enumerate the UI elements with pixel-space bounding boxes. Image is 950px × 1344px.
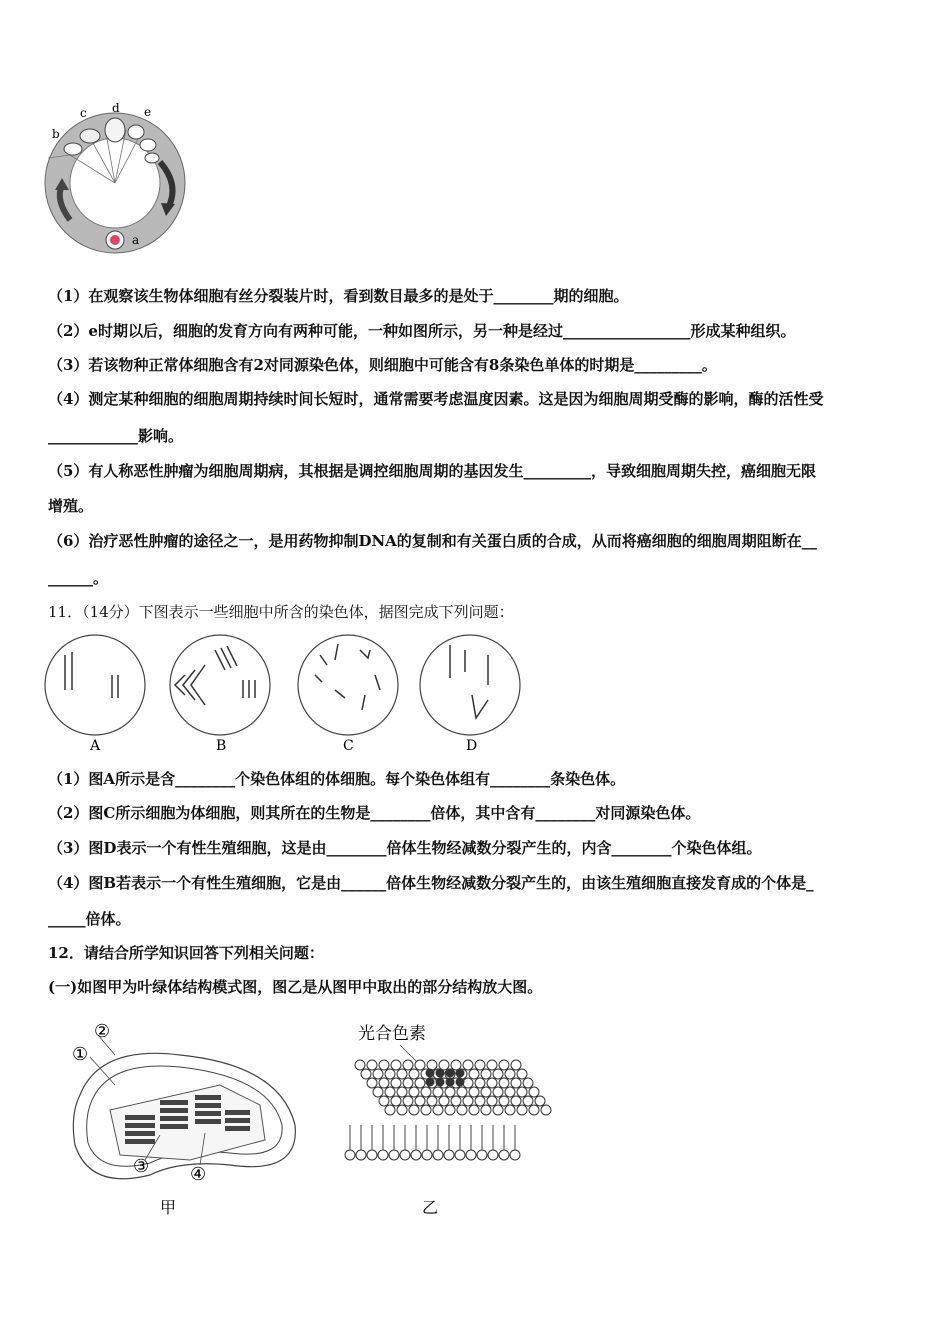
membrane-bead bbox=[463, 1060, 473, 1070]
membrane-bead bbox=[475, 1060, 485, 1070]
membrane-bead bbox=[499, 1096, 509, 1106]
membrane-bead bbox=[499, 1078, 509, 1088]
membrane-bead bbox=[379, 1078, 389, 1088]
pigment-dot bbox=[426, 1078, 435, 1087]
membrane-bead bbox=[367, 1060, 377, 1070]
membrane-bead bbox=[411, 1150, 421, 1160]
membrane-figure bbox=[340, 1015, 560, 1225]
membrane-bead bbox=[451, 1096, 461, 1106]
membrane-bead bbox=[469, 1105, 479, 1115]
membrane-bead bbox=[505, 1069, 515, 1079]
marker-4: ④ bbox=[190, 1164, 207, 1185]
pigment-dot bbox=[436, 1069, 445, 1078]
membrane-bead bbox=[463, 1078, 473, 1088]
membrane-bead bbox=[475, 1096, 485, 1106]
q11-3: （3）图D表示一个有性生殖细胞，这是由________倍体生物经减数分裂产生的，内含________个染色体组。 bbox=[48, 839, 762, 857]
membrane-bead bbox=[481, 1105, 491, 1115]
membrane-bead bbox=[367, 1150, 377, 1160]
membrane-bead bbox=[477, 1150, 487, 1160]
membrane-bead bbox=[469, 1069, 479, 1079]
membrane-bead bbox=[517, 1105, 527, 1115]
membrane-bead bbox=[511, 1096, 521, 1106]
membrane-bead bbox=[433, 1150, 443, 1160]
membrane-bead bbox=[481, 1087, 491, 1097]
membrane-bead bbox=[421, 1105, 431, 1115]
chromosome-label-c: C bbox=[343, 738, 354, 754]
membrane-bead bbox=[529, 1087, 539, 1097]
pigment-label: 光合色素 bbox=[358, 1024, 426, 1044]
membrane-bead bbox=[445, 1105, 455, 1115]
membrane-bead bbox=[373, 1087, 383, 1097]
membrane-bead bbox=[389, 1150, 399, 1160]
membrane-bead bbox=[409, 1105, 419, 1115]
q12-header: 12．请结合所学知识回答下列相关问题： bbox=[48, 944, 324, 962]
q11-4-line2: _____倍体。 bbox=[48, 910, 131, 928]
membrane-bead bbox=[397, 1069, 407, 1079]
marker-3: ③ bbox=[133, 1156, 150, 1177]
membrane-bead bbox=[391, 1096, 401, 1106]
membrane-bead bbox=[415, 1078, 425, 1088]
q10-1: （1）在观察该生物体细胞有丝分裂装片时，看到数目最多的是处于________期的细胞。 bbox=[48, 287, 629, 305]
q10-6-line2: ______。 bbox=[48, 569, 109, 587]
membrane-bead bbox=[397, 1087, 407, 1097]
membrane-bead bbox=[379, 1060, 389, 1070]
membrane-bead bbox=[487, 1096, 497, 1106]
pigment-dot bbox=[426, 1069, 435, 1078]
membrane-bead bbox=[481, 1069, 491, 1079]
membrane-bead bbox=[385, 1105, 395, 1115]
pigment-dot bbox=[456, 1069, 465, 1078]
membrane-bead bbox=[385, 1087, 395, 1097]
q12-sub: (一)如图甲为叶绿体结构模式图，图乙是从图甲中取出的部分结构放大图。 bbox=[48, 978, 543, 996]
marker-2: ② bbox=[94, 1021, 111, 1042]
q11-4-line1: （4）图B若表示一个有性生殖细胞，它是由______倍体生物经减数分裂产生的，由该生殖细胞直接发育成的个体是_ bbox=[48, 874, 814, 892]
membrane-bead bbox=[444, 1150, 454, 1160]
membrane-bead bbox=[529, 1105, 539, 1115]
membrane-bead bbox=[466, 1150, 476, 1160]
q11-1: （1）图A所示是含________个染色体组的体细胞。每个染色体组有________条染色体。 bbox=[48, 770, 626, 788]
membrane-bead bbox=[488, 1150, 498, 1160]
membrane-bead bbox=[457, 1105, 467, 1115]
membrane-bead bbox=[455, 1150, 465, 1160]
cycle-label-a: a bbox=[132, 233, 140, 247]
membrane-bead bbox=[422, 1150, 432, 1160]
membrane-bead bbox=[403, 1078, 413, 1088]
pigment-dot bbox=[446, 1078, 455, 1087]
membrane-bead bbox=[493, 1105, 503, 1115]
membrane-bead bbox=[427, 1060, 437, 1070]
label-yi: 乙 bbox=[422, 1198, 439, 1217]
membrane-bead bbox=[457, 1087, 467, 1097]
membrane-bead bbox=[499, 1150, 509, 1160]
membrane-bead bbox=[463, 1096, 473, 1106]
membrane-bead bbox=[385, 1069, 395, 1079]
q10-4-line2: ____________影响。 bbox=[48, 427, 184, 445]
membrane-bead bbox=[439, 1060, 449, 1070]
membrane-bead bbox=[415, 1096, 425, 1106]
membrane-bead bbox=[415, 1060, 425, 1070]
pigment-dot bbox=[456, 1078, 465, 1087]
cycle-label-d: d bbox=[112, 101, 120, 115]
membrane-bead bbox=[493, 1087, 503, 1097]
pigment-dot bbox=[446, 1069, 455, 1078]
q10-3: （3）若该物种正常体细胞含有2对同源染色体，则细胞中可能含有8条染色单体的时期是_________。 bbox=[48, 356, 717, 374]
membrane-bead bbox=[445, 1087, 455, 1097]
membrane-bead bbox=[523, 1078, 533, 1088]
membrane-bead bbox=[505, 1087, 515, 1097]
membrane-bead bbox=[355, 1060, 365, 1070]
membrane-bead bbox=[499, 1060, 509, 1070]
membrane-bead bbox=[409, 1069, 419, 1079]
membrane-bead bbox=[517, 1087, 527, 1097]
membrane-bead bbox=[391, 1060, 401, 1070]
membrane-bead bbox=[400, 1150, 410, 1160]
q11-header: 11．（14分）下图表示一些细胞中所含的染色体，据图完成下列问题： bbox=[48, 603, 514, 621]
membrane-bead bbox=[397, 1105, 407, 1115]
membrane-bead bbox=[541, 1105, 551, 1115]
membrane-bead bbox=[535, 1096, 545, 1106]
membrane-bead bbox=[345, 1150, 355, 1160]
membrane-bead bbox=[517, 1069, 527, 1079]
membrane-bead bbox=[487, 1078, 497, 1088]
membrane-bead bbox=[421, 1087, 431, 1097]
q11-2: （2）图C所示细胞为体细胞，则其所在的生物是________倍体，其中含有________对同源染色体。 bbox=[48, 804, 701, 822]
chromosome-figure bbox=[40, 630, 530, 755]
membrane-bead bbox=[439, 1096, 449, 1106]
membrane-bead bbox=[433, 1105, 443, 1115]
membrane-bead bbox=[511, 1060, 521, 1070]
label-jia: 甲 bbox=[160, 1198, 177, 1217]
membrane-bead bbox=[505, 1105, 515, 1115]
membrane-bead bbox=[378, 1150, 388, 1160]
membrane-bead bbox=[523, 1096, 533, 1106]
chromosome-label-b: B bbox=[216, 738, 227, 754]
chromosome-label-d: D bbox=[466, 738, 478, 754]
chloroplast-figure bbox=[60, 1015, 320, 1225]
membrane-bead bbox=[409, 1087, 419, 1097]
membrane-bead bbox=[511, 1078, 521, 1088]
membrane-bead bbox=[451, 1060, 461, 1070]
membrane-bead bbox=[373, 1069, 383, 1079]
q10-5-line1: （5）有人称恶性肿瘤为细胞周期病，其根据是调控细胞周期的基因发生_________，导致细胞周期失控，癌细胞无限 bbox=[48, 462, 816, 480]
pigment-dot bbox=[436, 1078, 445, 1087]
membrane-bead bbox=[433, 1087, 443, 1097]
cycle-label-b: b bbox=[52, 127, 60, 141]
q10-5-line2: 增殖。 bbox=[48, 497, 94, 515]
membrane-bead bbox=[361, 1069, 371, 1079]
cycle-label-c: c bbox=[80, 106, 87, 120]
membrane-bead bbox=[391, 1078, 401, 1088]
membrane-bead bbox=[475, 1078, 485, 1088]
membrane-bead bbox=[379, 1096, 389, 1106]
membrane-bead bbox=[403, 1060, 413, 1070]
cycle-label-e: e bbox=[144, 105, 152, 119]
membrane-bead bbox=[487, 1060, 497, 1070]
cell-cycle-figure bbox=[40, 100, 200, 260]
marker-1: ① bbox=[72, 1044, 89, 1065]
membrane-bead bbox=[427, 1096, 437, 1106]
membrane-bead bbox=[356, 1150, 366, 1160]
membrane-bead bbox=[403, 1096, 413, 1106]
membrane-bead bbox=[469, 1087, 479, 1097]
membrane-bead bbox=[493, 1069, 503, 1079]
membrane-bead bbox=[510, 1150, 520, 1160]
q10-4-line1: （4）测定某种细胞的细胞周期持续时间长短时，通常需要考虑温度因素。这是因为细胞周期受酶的影响，酶的活性受 bbox=[48, 390, 824, 408]
q10-2: （2）e时期以后，细胞的发育方向有两种可能，一种如图所示，另一种是经过_________________形成某种组织。 bbox=[48, 322, 796, 340]
q10-6-line1: （6）治疗恶性肿瘤的途径之一，是用药物抑制DNA的复制和有关蛋白质的合成，从而将癌细胞的细胞周期阻断在__ bbox=[48, 532, 817, 550]
chromosome-label-a: A bbox=[90, 738, 101, 754]
membrane-bead bbox=[367, 1078, 377, 1088]
